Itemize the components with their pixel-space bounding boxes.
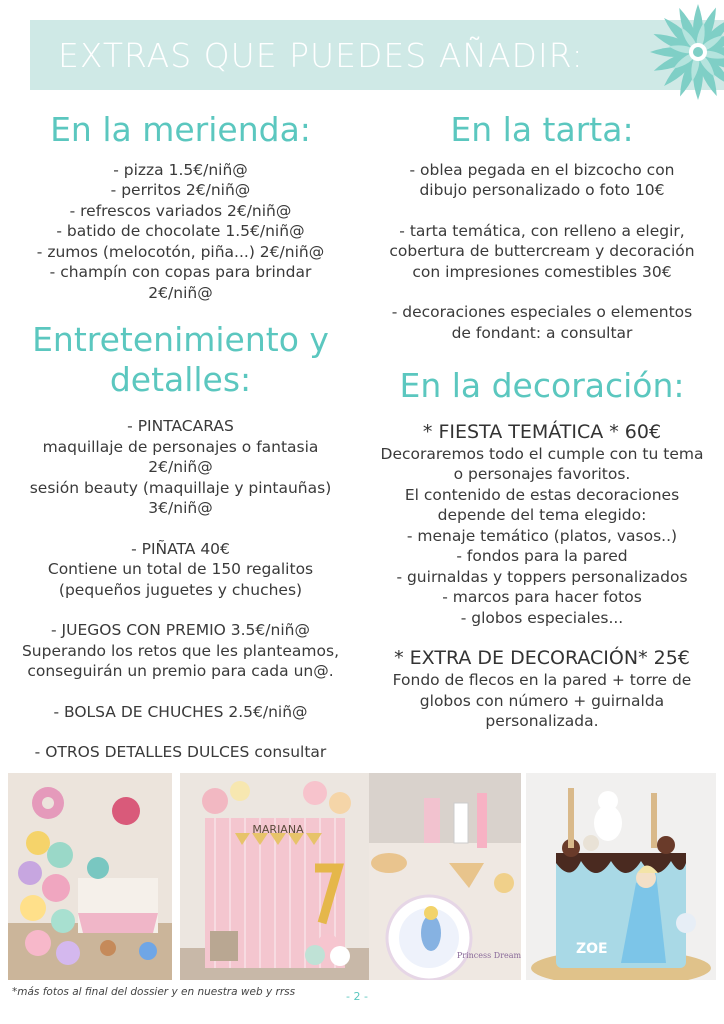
- cake-text: ZOE: [576, 941, 608, 957]
- list-item: - guirnaldas y toppers personalizados: [396, 567, 688, 586]
- list-item: Decoraremos todo el cumple con tu tema: [380, 444, 704, 463]
- footnote: *más fotos al final del dossier y en nuestra web y rrss: [12, 986, 296, 998]
- list-item: - oblea pegada en el bizcocho con: [409, 160, 675, 179]
- photo-party-table: [369, 773, 521, 980]
- section-tarta: [372, 110, 712, 343]
- page-number: - 2 -: [346, 990, 368, 1003]
- list-item: conseguirán un premio para cada un@.: [27, 662, 334, 680]
- photo-balloons-cart: [8, 773, 172, 980]
- list-item: - champín con copas para brindar: [49, 263, 312, 282]
- list-item: - JUEGOS CON PREMIO 3.5€/niñ@: [51, 621, 310, 639]
- fiesta-tematica-title: * FIESTA TEMÁTICA * 60€: [422, 420, 662, 443]
- section-decoracion: [372, 366, 712, 732]
- section-entretenimiento: [8, 320, 353, 763]
- entretenimiento-body: [8, 416, 353, 763]
- tarta-body: [372, 160, 712, 344]
- list-item: dibujo personalizado o foto 10€: [419, 181, 665, 200]
- list-item: - menaje temático (platos, vasos..): [406, 526, 678, 545]
- list-item: de fondant: a consultar: [451, 323, 633, 342]
- list-item: sesión beauty (maquillaje y pintauñas): [29, 478, 332, 497]
- list-item: personalizada.: [485, 712, 599, 731]
- photo-balloons-cart-image: [8, 773, 172, 980]
- photo-frozen-cake-image: [526, 773, 716, 980]
- list-item: - BOLSA DE CHUCHES 2.5€/niñ@: [53, 702, 308, 721]
- extra-decoracion-body: [372, 670, 712, 732]
- plate-text: Princess Dream: [456, 951, 521, 960]
- list-item: - PIÑATA 40€: [131, 539, 230, 558]
- list-item: - batido de chocolate 1.5€/niñ@: [56, 222, 305, 241]
- section-merienda: [8, 110, 353, 303]
- list-item: depende del tema elegido:: [437, 506, 647, 525]
- photo-fringe-backdrop: [180, 773, 370, 980]
- list-item: - zumos (melocotón, piña...) 2€/niñ@: [36, 242, 325, 261]
- page-title: EXTRAS QUE PUEDES AÑADIR:: [58, 36, 584, 75]
- entretenimiento-title: [8, 320, 353, 400]
- tarta-title: En la tarta:: [450, 110, 634, 149]
- list-item: - globos especiales...: [460, 608, 624, 627]
- list-item: o personajes favoritos.: [453, 465, 631, 484]
- list-item: - fondos para la pared: [456, 547, 628, 566]
- list-item: 3€/niñ@: [148, 499, 213, 517]
- list-item: - perritos 2€/niñ@: [110, 181, 251, 200]
- list-item: cobertura de buttercream y decoración: [389, 242, 695, 261]
- list-item: - tarta temática, con relleno a elegir,: [399, 221, 685, 240]
- list-item: - marcos para hacer fotos: [442, 588, 642, 607]
- fiesta-tematica-body: [372, 444, 712, 629]
- list-item: 2€/niñ@: [148, 283, 213, 302]
- list-item: 2€/niñ@: [148, 458, 213, 476]
- list-item: - OTROS DETALLES DULCES consultar: [34, 743, 327, 761]
- extra-decoracion-title: * EXTRA DE DECORACIÓN* 25€: [394, 647, 690, 670]
- banner-text: MARIANA: [252, 823, 304, 836]
- list-item: maquillaje de personajes o fantasia: [42, 437, 319, 456]
- list-item: - pizza 1.5€/niñ@: [113, 160, 248, 179]
- list-item: Superando los retos que les planteamos,: [21, 641, 340, 660]
- list-item: (pequeños juguetes y chuches): [58, 580, 303, 599]
- decoracion-title: En la decoración:: [399, 366, 685, 405]
- merienda-title: En la merienda:: [50, 110, 311, 149]
- list-item: Contiene un total de 150 regalitos: [47, 560, 314, 578]
- photo-party-table-image: [369, 773, 521, 980]
- list-item: El contenido de estas decoraciones: [404, 485, 680, 504]
- list-item: con impresiones comestibles 30€: [412, 262, 672, 281]
- photo-frozen-cake: [526, 773, 716, 980]
- list-item: - PINTACARAS: [127, 417, 234, 435]
- list-item: globos con número + guirnalda: [419, 691, 665, 710]
- list-item: - refrescos variados 2€/niñ@: [69, 201, 292, 220]
- merienda-list: [8, 160, 353, 304]
- entretenimiento-title-line1: Entretenimiento y: [32, 320, 329, 359]
- list-item: - decoraciones especiales o elementos: [391, 303, 693, 322]
- photo-strip: [8, 773, 716, 980]
- entretenimiento-title-line2: detalles:: [109, 360, 252, 399]
- list-item: Fondo de flecos en la pared + torre de: [392, 671, 692, 690]
- photo-fringe-backdrop-image: [180, 773, 370, 980]
